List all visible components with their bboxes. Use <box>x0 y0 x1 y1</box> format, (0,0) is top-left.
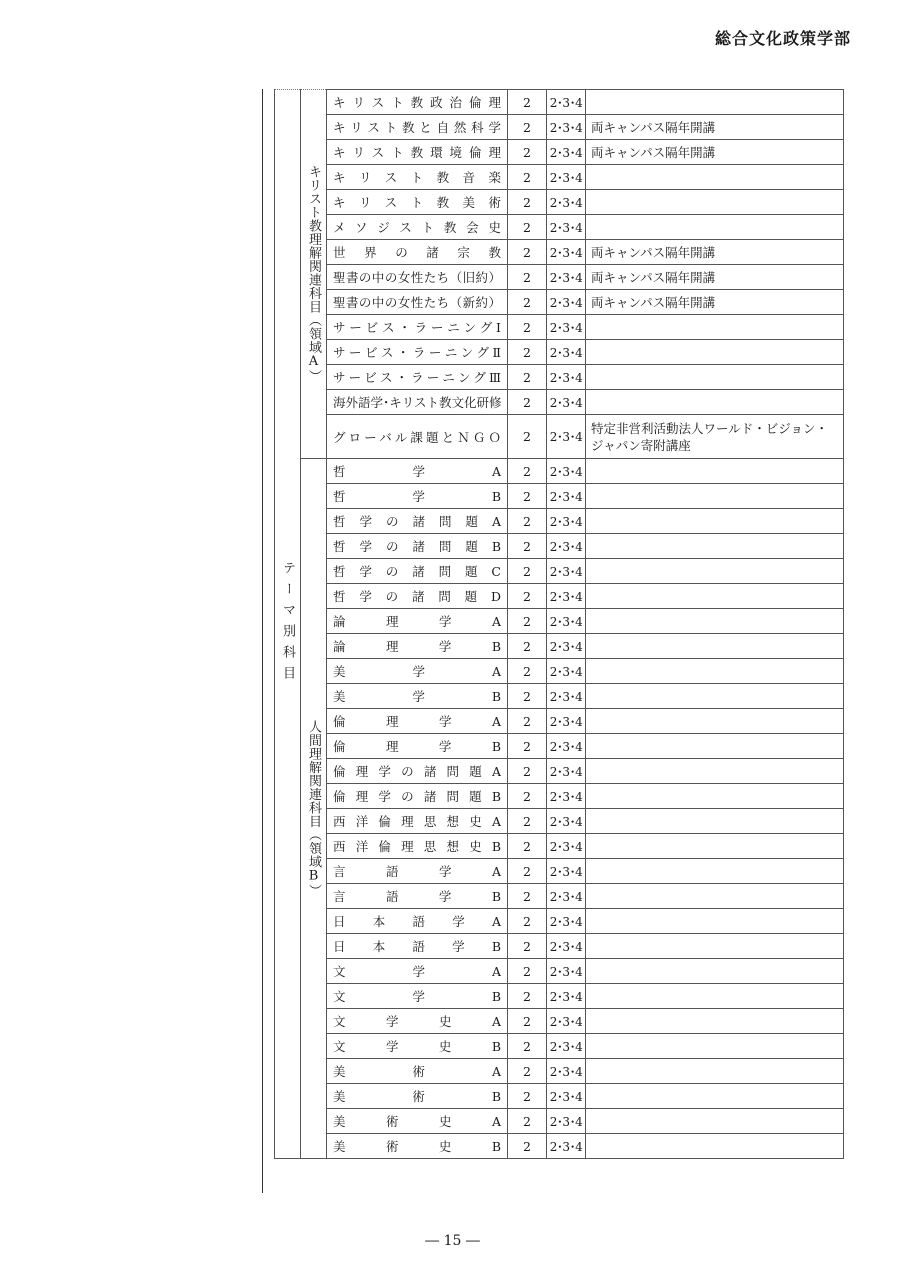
course-note <box>586 609 844 634</box>
course-name <box>327 884 508 909</box>
course-note <box>586 1084 844 1109</box>
course-note <box>586 459 844 484</box>
course-note <box>586 734 844 759</box>
course-note <box>586 834 844 859</box>
course-row <box>275 1059 844 1084</box>
course-name-text: 文学史A <box>333 1014 501 1029</box>
course-name <box>327 484 508 509</box>
credit-count: 2 <box>508 240 547 265</box>
course-name-text: 哲学の諸問題C <box>333 564 501 579</box>
course-name-text: 哲学の諸問題A <box>333 514 501 529</box>
course-name-text: 言語学A <box>333 864 501 879</box>
course-note <box>586 1109 844 1134</box>
course-row <box>275 659 844 684</box>
eligible-years: 2･3･4 <box>547 909 586 934</box>
course-name-text: 美学B <box>333 689 501 704</box>
course-row <box>275 609 844 634</box>
course-row <box>275 1009 844 1034</box>
course-name <box>327 140 508 165</box>
course-name <box>327 1009 508 1034</box>
theme-category-label: テーマ別科目 <box>275 90 301 1159</box>
course-name <box>327 609 508 634</box>
course-name <box>327 1059 508 1084</box>
credit-count: 2 <box>508 1009 547 1034</box>
course-note <box>586 1009 844 1034</box>
course-name-text: 哲学の諸問題B <box>333 539 501 554</box>
credit-count: 2 <box>508 1084 547 1109</box>
course-note <box>586 559 844 584</box>
course-row <box>275 484 844 509</box>
course-name-text: 美術史B <box>333 1139 501 1154</box>
course-note <box>586 190 844 215</box>
course-row <box>275 315 844 340</box>
course-name-text: 聖書の中の女性たち（旧約） <box>333 270 501 285</box>
course-row <box>275 984 844 1009</box>
course-row <box>275 140 844 165</box>
credit-count: 2 <box>508 784 547 809</box>
credit-count: 2 <box>508 415 547 459</box>
page-number: ― 15 ― <box>425 1233 480 1249</box>
eligible-years: 2･3･4 <box>547 934 586 959</box>
course-note <box>586 859 844 884</box>
course-note: 特定非営利活動法人ワールド・ビジョン・ジャパン寄附講座 <box>586 415 844 459</box>
group-b-label: 人間理解関連科目（領域B） <box>301 459 327 1159</box>
eligible-years: 2･3･4 <box>547 240 586 265</box>
course-note <box>586 315 844 340</box>
course-name <box>327 684 508 709</box>
eligible-years: 2･3･4 <box>547 140 586 165</box>
course-row <box>275 1109 844 1134</box>
eligible-years: 2･3･4 <box>547 509 586 534</box>
credit-count: 2 <box>508 459 547 484</box>
credit-count: 2 <box>508 265 547 290</box>
course-name-text: 倫理学の諸問題A <box>333 764 501 779</box>
course-name <box>327 959 508 984</box>
eligible-years: 2･3･4 <box>547 340 586 365</box>
course-row <box>275 1084 844 1109</box>
course-note <box>586 884 844 909</box>
course-note <box>586 984 844 1009</box>
course-name-text: グローバル課題とＮＧＯ <box>333 429 501 445</box>
credit-count: 2 <box>508 1059 547 1084</box>
credit-count: 2 <box>508 559 547 584</box>
credit-count: 2 <box>508 684 547 709</box>
eligible-years: 2･3･4 <box>547 534 586 559</box>
group-a-label: キリスト教理解関連科目（領域A） <box>301 90 327 459</box>
course-row <box>275 1034 844 1059</box>
course-row <box>275 934 844 959</box>
course-name-text: サービス・ラーニングⅡ <box>333 345 501 360</box>
course-note: 両キャンパス隔年開講 <box>586 240 844 265</box>
course-name-text: 文学B <box>333 989 501 1004</box>
course-note <box>586 165 844 190</box>
course-note <box>586 934 844 959</box>
course-name <box>327 165 508 190</box>
course-name-text: 哲学B <box>333 489 501 504</box>
credit-count: 2 <box>508 509 547 534</box>
eligible-years: 2･3･4 <box>547 390 586 415</box>
course-name-text: 日本語学B <box>333 939 501 954</box>
course-name-text: 文学A <box>333 964 501 979</box>
course-note: 両キャンパス隔年開講 <box>586 290 844 315</box>
eligible-years: 2･3･4 <box>547 315 586 340</box>
course-name-text: 美術B <box>333 1089 501 1104</box>
course-name <box>327 1034 508 1059</box>
eligible-years: 2･3･4 <box>547 709 586 734</box>
course-row <box>275 634 844 659</box>
course-row <box>275 340 844 365</box>
credit-count: 2 <box>508 1109 547 1134</box>
course-row <box>275 884 844 909</box>
eligible-years: 2･3･4 <box>547 90 586 115</box>
course-name-text: サービス・ラーニングⅠ <box>333 320 501 335</box>
course-name-text: 西洋倫理思想史A <box>333 814 501 829</box>
course-row <box>275 809 844 834</box>
credit-count: 2 <box>508 215 547 240</box>
eligible-years: 2･3･4 <box>547 784 586 809</box>
course-name-text: 倫理学B <box>333 739 501 754</box>
course-row <box>275 559 844 584</box>
course-note <box>586 1059 844 1084</box>
course-row <box>275 240 844 265</box>
course-note <box>586 709 844 734</box>
course-name-text: 美術A <box>333 1064 501 1079</box>
course-name <box>327 534 508 559</box>
course-name <box>327 190 508 215</box>
eligible-years: 2･3･4 <box>547 684 586 709</box>
course-name <box>327 365 508 390</box>
eligible-years: 2･3･4 <box>547 115 586 140</box>
eligible-years: 2･3･4 <box>547 609 586 634</box>
course-note <box>586 90 844 115</box>
course-name <box>327 90 508 115</box>
course-row <box>275 290 844 315</box>
credit-count: 2 <box>508 115 547 140</box>
course-row <box>275 90 844 115</box>
eligible-years: 2･3･4 <box>547 484 586 509</box>
course-name-text: 美術史A <box>333 1114 501 1129</box>
credit-count: 2 <box>508 534 547 559</box>
course-row <box>275 365 844 390</box>
credit-count: 2 <box>508 659 547 684</box>
eligible-years: 2･3･4 <box>547 859 586 884</box>
credit-count: 2 <box>508 934 547 959</box>
course-name <box>327 734 508 759</box>
course-name-text: 聖書の中の女性たち（新約） <box>333 295 501 310</box>
course-row <box>275 784 844 809</box>
course-name <box>327 634 508 659</box>
course-row <box>275 709 844 734</box>
course-note <box>586 959 844 984</box>
eligible-years: 2･3･4 <box>547 165 586 190</box>
course-note <box>586 659 844 684</box>
course-name <box>327 1109 508 1134</box>
course-row <box>275 1134 844 1159</box>
eligible-years: 2･3･4 <box>547 365 586 390</box>
course-name-text: 哲学の諸問題D <box>333 589 501 604</box>
eligible-years: 2･3･4 <box>547 559 586 584</box>
credit-count: 2 <box>508 709 547 734</box>
course-name-text: 文学史B <box>333 1039 501 1054</box>
course-row <box>275 859 844 884</box>
course-name-text: キリスト教美術 <box>333 195 501 210</box>
course-name <box>327 859 508 884</box>
course-note <box>586 634 844 659</box>
credit-count: 2 <box>508 315 547 340</box>
course-name <box>327 809 508 834</box>
course-note: 両キャンパス隔年開講 <box>586 115 844 140</box>
course-name-text: キリスト教政治倫理 <box>333 95 501 110</box>
course-row <box>275 959 844 984</box>
course-name <box>327 315 508 340</box>
eligible-years: 2･3･4 <box>547 190 586 215</box>
eligible-years: 2･3･4 <box>547 734 586 759</box>
course-name <box>327 709 508 734</box>
eligible-years: 2･3･4 <box>547 884 586 909</box>
course-note <box>586 909 844 934</box>
course-name <box>327 215 508 240</box>
eligible-years: 2･3･4 <box>547 290 586 315</box>
course-table <box>274 89 844 1159</box>
course-note <box>586 759 844 784</box>
course-note <box>586 584 844 609</box>
eligible-years: 2･3･4 <box>547 1134 586 1159</box>
course-name <box>327 934 508 959</box>
course-note <box>586 534 844 559</box>
eligible-years: 2･3･4 <box>547 584 586 609</box>
eligible-years: 2･3･4 <box>547 659 586 684</box>
course-name-text: 西洋倫理思想史B <box>333 839 501 854</box>
course-name-text: 倫理学の諸問題B <box>333 789 501 804</box>
credit-count: 2 <box>508 90 547 115</box>
course-note <box>586 365 844 390</box>
course-name-text: 言語学B <box>333 889 501 904</box>
course-name-text: キリスト教環境倫理 <box>333 145 501 160</box>
course-name <box>327 290 508 315</box>
eligible-years: 2･3･4 <box>547 1009 586 1034</box>
credit-count: 2 <box>508 634 547 659</box>
course-name <box>327 559 508 584</box>
course-name <box>327 115 508 140</box>
course-row <box>275 909 844 934</box>
course-name-text: キリスト教音楽 <box>333 170 501 185</box>
course-note <box>586 390 844 415</box>
course-name <box>327 509 508 534</box>
course-note <box>586 484 844 509</box>
eligible-years: 2･3･4 <box>547 415 586 459</box>
credit-count: 2 <box>508 140 547 165</box>
credit-count: 2 <box>508 365 547 390</box>
department-header: 総合文化政策学部 <box>714 29 851 48</box>
credit-count: 2 <box>508 959 547 984</box>
course-name <box>327 459 508 484</box>
course-note <box>586 684 844 709</box>
course-row <box>275 834 844 859</box>
credit-count: 2 <box>508 759 547 784</box>
course-name-text: キリスト教と自然科学 <box>333 120 501 135</box>
credit-count: 2 <box>508 984 547 1009</box>
credit-count: 2 <box>508 834 547 859</box>
credit-count: 2 <box>508 609 547 634</box>
credit-count: 2 <box>508 809 547 834</box>
course-name-text: 論理学A <box>333 614 501 629</box>
course-note <box>586 509 844 534</box>
course-name <box>327 390 508 415</box>
eligible-years: 2･3･4 <box>547 1059 586 1084</box>
eligible-years: 2･3･4 <box>547 1084 586 1109</box>
credit-count: 2 <box>508 484 547 509</box>
credit-count: 2 <box>508 290 547 315</box>
course-row <box>275 415 844 459</box>
credit-count: 2 <box>508 859 547 884</box>
course-row <box>275 459 844 484</box>
course-note <box>586 809 844 834</box>
eligible-years: 2･3･4 <box>547 1034 586 1059</box>
outer-margin-line <box>262 89 263 1193</box>
eligible-years: 2･3･4 <box>547 809 586 834</box>
course-name <box>327 415 508 459</box>
credit-count: 2 <box>508 165 547 190</box>
course-row <box>275 115 844 140</box>
course-name-text: 倫理学A <box>333 714 501 729</box>
course-name <box>327 984 508 1009</box>
course-row <box>275 584 844 609</box>
course-row <box>275 684 844 709</box>
course-name <box>327 759 508 784</box>
course-table-body <box>275 90 844 1159</box>
course-name <box>327 834 508 859</box>
course-name <box>327 584 508 609</box>
eligible-years: 2･3･4 <box>547 634 586 659</box>
course-row <box>275 509 844 534</box>
course-row <box>275 734 844 759</box>
course-row <box>275 534 844 559</box>
credit-count: 2 <box>508 884 547 909</box>
course-note <box>586 784 844 809</box>
course-name <box>327 1134 508 1159</box>
course-name-text: 論理学B <box>333 639 501 654</box>
course-name <box>327 1084 508 1109</box>
course-row <box>275 165 844 190</box>
credit-count: 2 <box>508 340 547 365</box>
course-note: 両キャンパス隔年開講 <box>586 265 844 290</box>
course-name-text: 日本語学A <box>333 914 501 929</box>
course-row <box>275 215 844 240</box>
course-name <box>327 784 508 809</box>
course-note: 両キャンパス隔年開講 <box>586 140 844 165</box>
course-note <box>586 1034 844 1059</box>
course-row <box>275 390 844 415</box>
course-row <box>275 265 844 290</box>
credit-count: 2 <box>508 909 547 934</box>
eligible-years: 2･3･4 <box>547 759 586 784</box>
eligible-years: 2･3･4 <box>547 959 586 984</box>
course-name <box>327 265 508 290</box>
course-name <box>327 659 508 684</box>
course-name-text: 哲学A <box>333 464 501 479</box>
course-name <box>327 240 508 265</box>
credit-count: 2 <box>508 1134 547 1159</box>
course-name-text: 海外語学･キリスト教文化研修 <box>333 395 502 410</box>
credit-count: 2 <box>508 584 547 609</box>
eligible-years: 2･3･4 <box>547 459 586 484</box>
eligible-years: 2･3･4 <box>547 265 586 290</box>
credit-count: 2 <box>508 390 547 415</box>
course-row <box>275 759 844 784</box>
eligible-years: 2･3･4 <box>547 215 586 240</box>
eligible-years: 2･3･4 <box>547 834 586 859</box>
course-note <box>586 215 844 240</box>
course-name-text: メソジスト教会史 <box>333 220 501 235</box>
course-name <box>327 340 508 365</box>
course-name-text: 世界の諸宗教 <box>333 245 501 260</box>
course-note <box>586 1134 844 1159</box>
eligible-years: 2･3･4 <box>547 1109 586 1134</box>
course-name <box>327 909 508 934</box>
credit-count: 2 <box>508 190 547 215</box>
credit-count: 2 <box>508 1034 547 1059</box>
eligible-years: 2･3･4 <box>547 984 586 1009</box>
course-note <box>586 340 844 365</box>
course-name-text: サービス・ラーニングⅢ <box>333 370 501 385</box>
course-name-text: 美学A <box>333 664 501 679</box>
course-row <box>275 190 844 215</box>
credit-count: 2 <box>508 734 547 759</box>
